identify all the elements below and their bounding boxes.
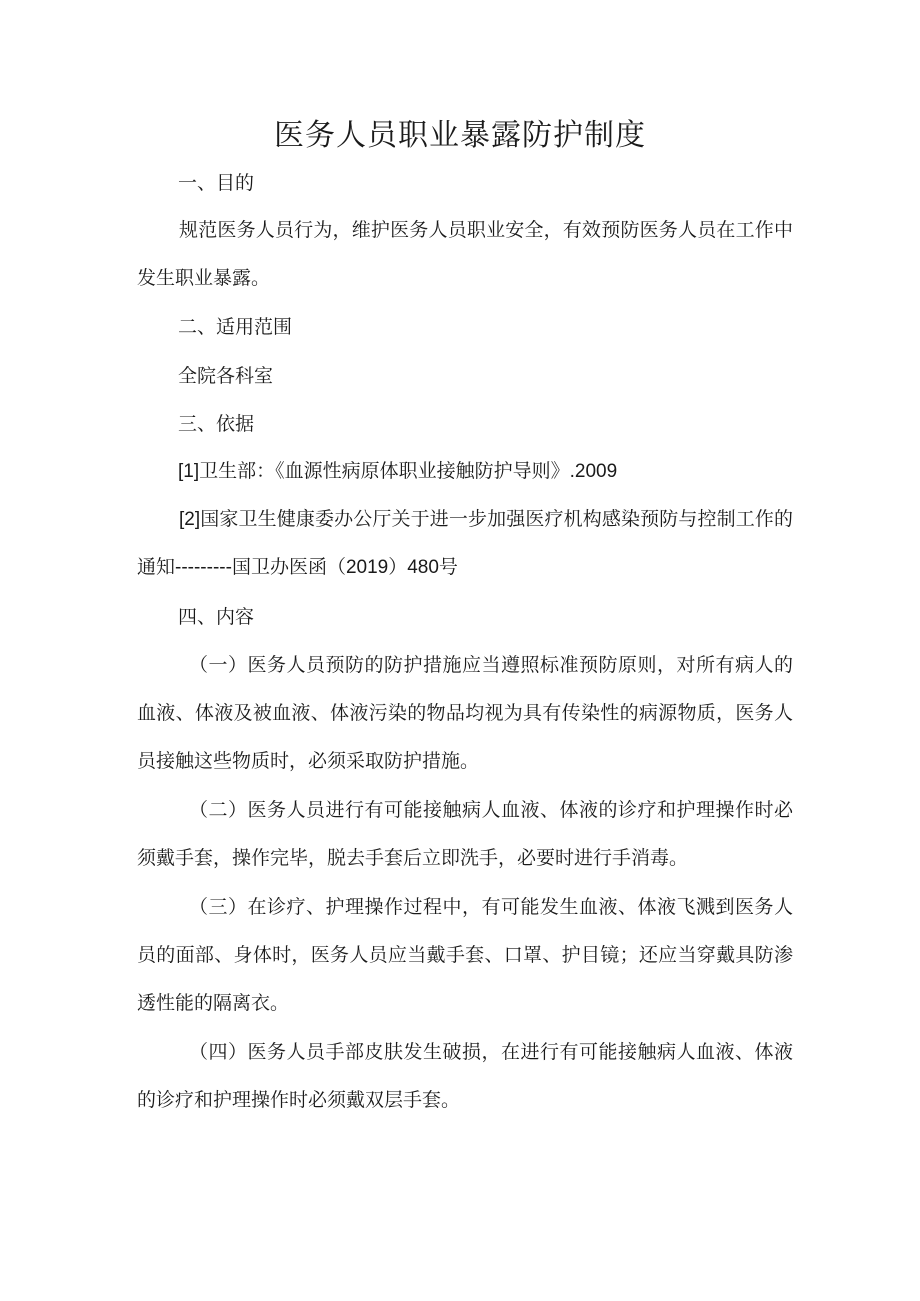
content-item-3: （三）在诊疗、护理操作过程中，有可能发生血液、体液飞溅到医务人员的面部、身体时，医务人员应当戴手套、口罩、护目镜；还应当穿戴具防渗透性能的隔离衣。	[137, 896, 793, 1014]
section2-heading: 二、适用范围	[178, 316, 293, 338]
section2-text: 全院各科室	[178, 365, 274, 387]
content-item-2: （二）医务人员进行有可能接触病人血液、体液的诊疗和护理操作时必须戴手套，操作完毕，脱去手套后立即洗手，必要时进行手消毒。	[137, 799, 793, 869]
content-item-1: （一）医务人员预防的防护措施应当遵照标准预防原则，对所有病人的血液、体液及被血液、体液污染的物品均视为具有传染性的病源物质，医务人员接触这些物质时，必须采取防护措施。	[137, 654, 793, 772]
reference-2: [2]国家卫生健康委办公厅关于进一步加强医疗机构感染预防与控制工作的通知---------国卫办医函（2019）480号	[137, 509, 793, 578]
reference-1: [1]卫生部：《血源性病原体职业接触防护导则》.2009	[178, 461, 618, 482]
section4-heading: 四、内容	[178, 606, 255, 628]
section3-heading: 三、依据	[178, 413, 255, 435]
section1-heading: 一、目的	[178, 172, 255, 194]
section1-text: 规范医务人员行为，维护医务人员职业安全，有效预防医务人员在工作中发生职业暴露。	[137, 219, 793, 289]
document-title: 医务人员职业暴露防护制度	[274, 118, 646, 153]
content-item-4: （四）医务人员手部皮肤发生破损，在进行有可能接触病人血液、体液的诊疗和护理操作时必须戴双层手套。	[137, 1041, 793, 1111]
